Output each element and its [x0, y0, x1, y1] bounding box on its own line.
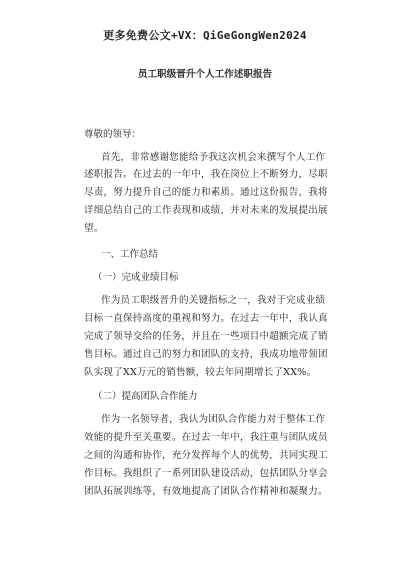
paragraph-line: 团队拓展训练等，有效地提高了团队合作精神和凝聚力。	[84, 486, 328, 497]
paragraph-line: 首先，非常感谢您能给予我这次机会来撰写个人工作	[101, 152, 326, 163]
paragraph-line: 售目标。通过自己的努力和团队的支持，我成功地带领团	[84, 349, 328, 360]
document-title: 员工职级晋升个人工作述职报告	[137, 69, 273, 80]
paragraph-line: 队实现了XX万元的销售额，较去年同期增长了XX%。	[84, 367, 317, 378]
paragraph-line: 作为员工职级晋升的关键指标之一，我对于完成业绩	[101, 295, 326, 306]
paragraph-line: 尽责，努力提升自己的能力和素质。通过这份报告，我将	[84, 187, 328, 198]
paragraph-line: 目标一直保持高度的重视和努力。在过去一年中，我认真	[84, 313, 328, 324]
paragraph-line: 完成了领导交给的任务，并且在一些项目中超额完成了销	[84, 331, 328, 342]
paragraph-line: 之间的沟通和协作，充分发挥每个人的优势，共同实现工	[84, 450, 328, 461]
paragraph-line: 望。	[84, 223, 104, 234]
paragraph-line: 详细总结自己的工作表现和成绩，并对未来的发展提出展	[84, 205, 328, 216]
paragraph-line: 效能的提升至关重要。在过去一年中，我注重与团队成员	[84, 432, 328, 443]
subsection-heading: （二）提高团队合作能力	[93, 391, 198, 402]
section-heading: 一、工作总结	[101, 249, 159, 260]
greeting: 尊敬的领导：	[84, 129, 142, 140]
subsection-heading: （一）完成业绩目标	[93, 272, 179, 283]
promo-banner: 更多免费公文+VX：QiGeGongWen2024	[103, 29, 307, 42]
paragraph-line: 作目标。我组织了一系列团队建设活动，包括团队分享会	[84, 468, 328, 479]
paragraph-line: 述职报告。在过去的一年中，我在岗位上不断努力，尽职	[84, 169, 328, 180]
paragraph-line: 作为一名领导者，我认为团队合作能力对于整体工作	[101, 414, 326, 425]
